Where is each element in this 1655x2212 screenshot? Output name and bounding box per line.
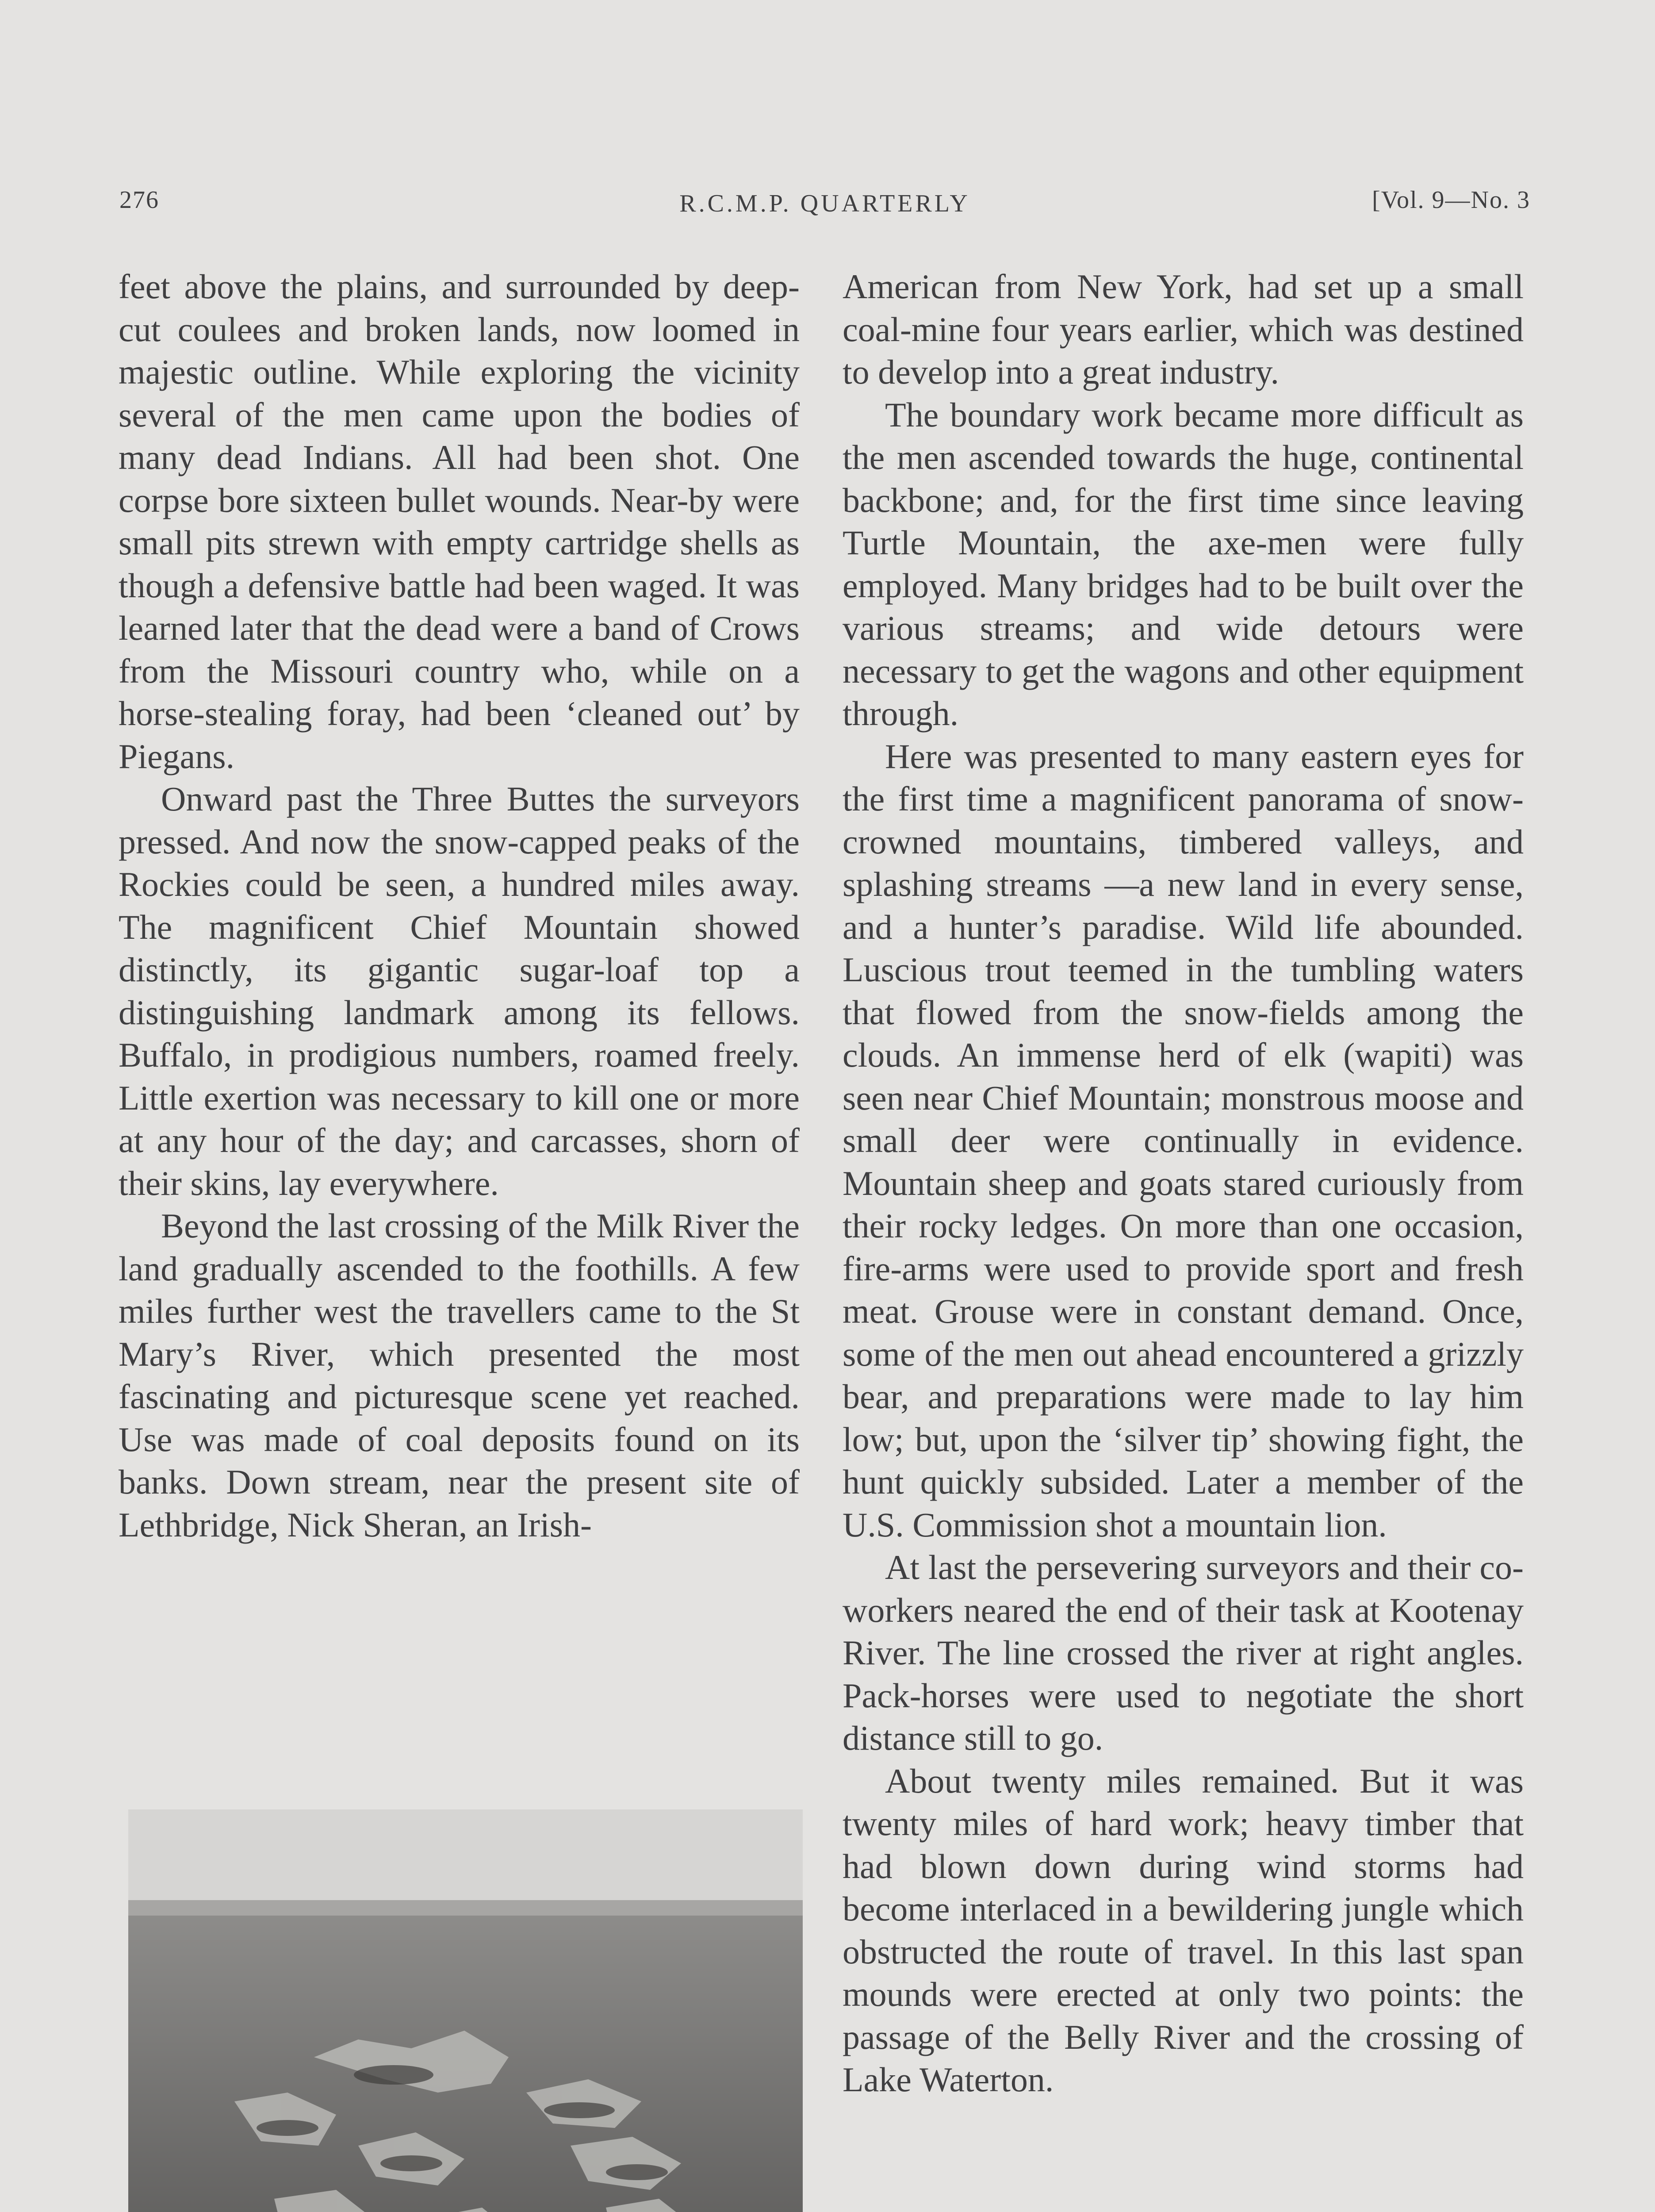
paragraph: Beyond the last crossing of the Milk River the land gradually ascended to the foothills. A few miles further west the travellers came to the St Mary’s River, which presented the most fascinating and picturesque scene yet reached. Use was made of coal deposits found on its banks. Down stream, near the present site of Lethbridge, Nick Sheran, an Irish- [119, 1206, 800, 1544]
right-column [843, 265, 1524, 2101]
paragraph: American from New York, had set up a small coal-mine four years earlier, which was destined to develop into a great industry. [843, 267, 1524, 391]
paragraph: At last the persevering surveyors and their co-workers neared the end of their task at Kootenay River. The line crossed the river at right angles. Pack-horses were used to negotiate the short distance still to go. [843, 1548, 1524, 1757]
running-head [119, 186, 1530, 226]
volume-issue: [Vol. 9—No. 3 [1372, 186, 1530, 214]
paragraph: Here was presented to many eastern eyes for the first time a magnificent panorama of snow-crowned mountains, timbered valleys, and splashing streams —a new land in every sense, and a hunter’s paradise. Wild life abounded. Luscious trout teemed in the tumbling waters that flowed from the snow-fields among the clouds. An immense herd of elk (wapiti) was seen near Chief Mountain; monstrous moose and small deer were continually in evidence. Mountain sheep and goats stared curiously from their rocky ledges. On more than one occasion, fire-arms were used to provide sport and fresh meat. Grouse were in constant demand. Once, some of the men out ahead encountered a grizzly bear, and preparations were made to lay him low; but, upon the ‘silver tip’ showing fight, the hunt quickly subsided. Later a member of the U.S. Commission shot a mountain lion. [843, 737, 1524, 1544]
paragraph: feet above the plains, and surrounded by deep-cut coulees and broken lands, now loomed in majestic outline. While exploring the vicinity several of the men came upon the bodies of many dead Indians. All had been shot. One corpse bore sixteen bullet wounds. Near-by were small pits strewn with empty cartridge shells as though a defensive battle had been waged. It was learned later that the dead were a band of Crows from the Missouri country who, while on a horse-stealing foray, had been ‘cleaned out’ by Piegans. [119, 267, 800, 776]
paragraph: Onward past the Three Buttes the surveyors pressed. And now the snow-capped peaks of the Rockies could be seen, a hundred miles away. The magnificent Chief Mountain showed distinctly, its gigantic sugar-loaf top a distinguishing landmark among its fellows. Buffalo, in prodigious numbers, roamed freely. Little exertion was necessary to kill one or more at any hour of the day; and carcasses, shorn of their skins, lay everywhere. [119, 780, 800, 1202]
landscape-photo-illustration [128, 1809, 803, 2212]
paragraph: About twenty miles remained. But it was twenty miles of hard work; heavy timber that had blown down during wind storms had become interlaced in a bewildering jungle which obstructed the route of travel. In this last span mounds were erected at only two points: the passage of the Belly River and the crossing of Lake Waterton. [843, 1761, 1524, 2099]
photograph [128, 1809, 803, 2212]
left-column [119, 265, 800, 1546]
journal-title: R.C.M.P. QUARTERLY [679, 190, 970, 217]
page-number: 276 [119, 186, 159, 214]
paragraph: The boundary work became more difficult as the men ascended towards the huge, continental backbone; and, for the first time since leaving Turtle Mountain, the axe-men were fully employed. Many bridges had to be built over the various streams; and wide detours were necessary to get the wagons and other equipment through. [843, 395, 1524, 733]
